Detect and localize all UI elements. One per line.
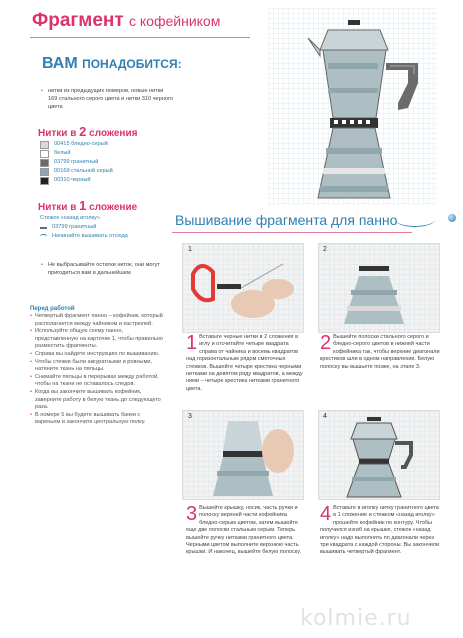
step-3-photo — [182, 410, 304, 500]
one-strand-heading: Нитки в 1 сложение — [38, 198, 138, 213]
legend-item: 00415 бледно-серый — [40, 140, 113, 149]
step-4-text: 4 Вставьте в иголку нитку гранитного цвета в 1 сложение и стежком «назад иголку» прошейте кофейник по контуру. Чтобы получился изгиб на крышке, стежок «назад иголку» надо выполнять по диагонали через три квадрата с каждой стороны. Вы закончили вышивать четвертый фрагмент. — [320, 503, 440, 556]
step-4-big-number: 4 — [320, 503, 332, 525]
step-1-number: 1 — [188, 246, 192, 253]
two-strand-legend — [40, 140, 113, 185]
before-work-title: Перед работой — [30, 306, 75, 312]
two-strand-heading: Нитки в 2 сложения — [38, 124, 138, 139]
list-item: • Используйте общую схему панно, представленную на карточке 1, чтобы правильно разместить фрагменты. — [30, 328, 165, 351]
step-2-number: 2 — [323, 246, 327, 253]
list-item: • Снимайте пяльцы в перерывах между работой, чтобы на ткани не оставалось следов. — [30, 374, 165, 389]
swatch-icon — [40, 150, 49, 158]
legend-item: 03799 гранитный — [40, 223, 128, 232]
stitch-type: Стежок «назад иголку» — [40, 215, 100, 221]
decor-bead-icon — [448, 214, 456, 222]
one-strand-legend — [40, 223, 128, 241]
list-item: • В номере 5 вы будете вышивать банки с вареньем и закончите центральную полку. — [30, 412, 165, 427]
backstitch-line-icon — [40, 227, 47, 229]
needs-intro: • нитки из предыдущих номеров, новые нитки 169 стального серого цвета и нитки 310 черного цвета — [48, 87, 173, 111]
page-subtitle: с кофейником — [129, 13, 221, 29]
step-3-big-number: 3 — [186, 503, 198, 525]
legend-item: 00169 стальной серый — [40, 167, 113, 176]
section-underline — [172, 232, 412, 233]
step-3-text: 3 Вышейте крышку, носик, часть ручки и полоску верхней части кофейника бледно-серым цветом, затем вышейте еще две полоски стальным серым. Теперь вышейте ручку нитками гранитного цвета. Черными цветом выполните верхнюю часть крышки. И наконец, вышейте белую полоску. — [186, 503, 302, 556]
step-2-big-number: 2 — [320, 332, 332, 354]
swatch-icon — [40, 177, 49, 185]
step-4-photo — [318, 410, 440, 500]
start-arc-icon — [40, 234, 47, 239]
watermark: kolmie.ru — [300, 606, 412, 631]
swatch-icon — [40, 168, 49, 176]
list-item: • Справа вы найдете инструкцию по вышиванию. — [30, 351, 165, 359]
decor-needle-icon — [395, 212, 435, 227]
step-2-text: 2 Вышейте полоски стального серого и бледно-серого цветов в нижней части кофейника так, чтобы верхние диагонали крестиков шли в одном направлении. Белую полоску вы вышьете позже, на этапе 3. — [320, 332, 440, 370]
needs-heading: ВАМ ПОНАДОБИТСЯ: — [42, 55, 182, 72]
step-4-number: 4 — [323, 413, 327, 420]
legend-item: 03799 гранитный — [40, 158, 113, 167]
list-item: • Когда вы закончите вышивать кофейник, заверните работу в белую ткань до следующего раза. — [30, 389, 165, 412]
step-1-photo — [182, 243, 304, 333]
title-underline — [30, 37, 250, 38]
swatch-icon — [40, 159, 49, 167]
swatch-icon — [40, 141, 49, 149]
legend-item: белый — [40, 149, 113, 158]
step-1-big-number: 1 — [186, 332, 198, 354]
page-title: Фрагмент с кофейником — [32, 10, 221, 31]
step-2-photo — [318, 243, 440, 333]
note: • Не выбрасывайте остатки ниток, они могут пригодиться вам в дальнейшем — [48, 261, 166, 277]
list-item: • Четвертый фрагмент панно – кофейник, который располагается между чайником и кастрюлей. — [30, 313, 165, 328]
list-item: • Чтобы стежки были аккуратными и ровными, натяните ткань на пяльцы. — [30, 359, 165, 374]
before-work — [30, 306, 165, 427]
step-1-text: 1 Вставьте черные нитки в 2 сложения в иглу и отсчитайте четыре квадрата справа от чайника и восемь квадратов над горизонтальным рядом сметочных стежков. Вышейте четыре крестика черными нитками на девятом ряду квадратов, а между ними – четыре крестика нитками гранитного цвета. — [186, 332, 303, 392]
section-title: Вышивание фрагмента для панно — [175, 212, 398, 228]
coffee-pot-pattern — [268, 8, 438, 206]
legend-item: 00310 черный — [40, 176, 113, 185]
legend-item: Начинайте вышивать отсюда — [40, 232, 128, 241]
step-3-number: 3 — [188, 413, 192, 420]
